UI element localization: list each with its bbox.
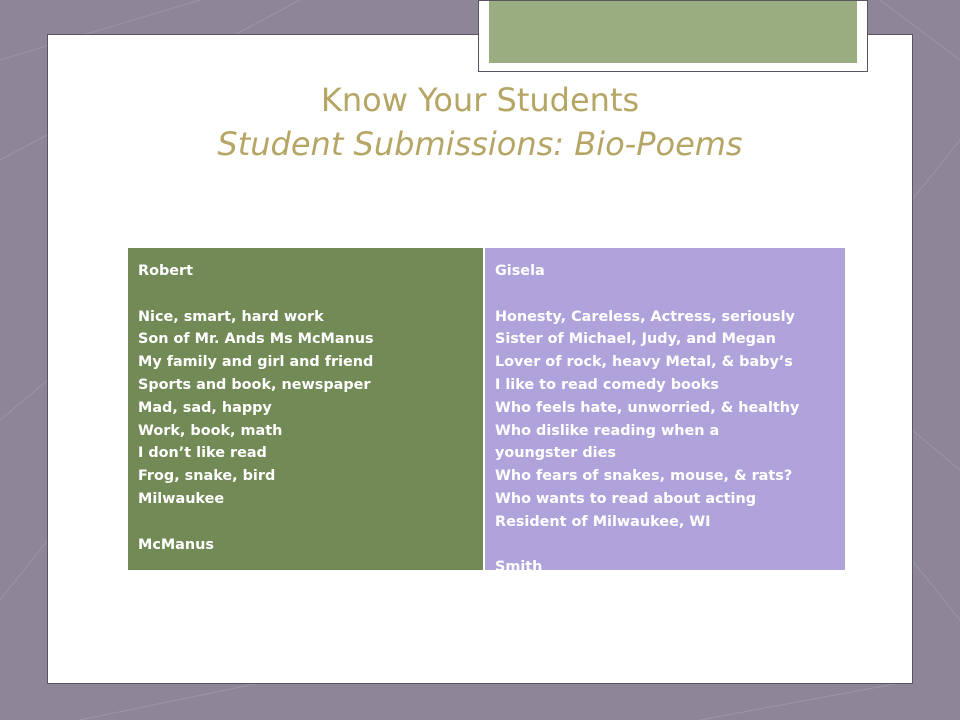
poem-line: Son of Mr. Ands Ms McManus xyxy=(138,331,374,348)
poem-author-last-name: McManus xyxy=(138,536,214,553)
poem-line: Work, book, math xyxy=(138,422,283,439)
title-line-1: Know Your Students xyxy=(320,81,640,119)
poem-author-first-name: Gisela xyxy=(495,263,545,279)
poem-line: I don’t like read xyxy=(138,445,267,462)
poem-line: Who fears of snakes, mouse, & rats? xyxy=(495,468,793,485)
poem-cell-left xyxy=(128,248,485,570)
poem-line: Resident of Milwaukee, WI xyxy=(495,513,711,530)
poem-line: Mad, sad, happy xyxy=(138,399,272,416)
decorative-tab xyxy=(478,0,868,72)
poem-line: Nice, smart, hard work xyxy=(138,308,324,325)
poem-line: youngster dies xyxy=(495,445,616,462)
poem-line: Who wants to read about acting xyxy=(495,490,757,507)
slide-title xyxy=(48,78,912,166)
poem-line: My family and girl and friend xyxy=(138,354,374,371)
poem-line: Honesty, Careless, Actress, seriously xyxy=(495,308,795,325)
poem-line: Sister of Michael, Judy, and Megan xyxy=(495,331,776,348)
poem-cell-right xyxy=(485,248,845,576)
poem-author-last-name: Smith xyxy=(495,559,543,576)
poem-line: Frog, snake, bird xyxy=(138,468,276,485)
blank-line xyxy=(138,283,473,306)
blank-line xyxy=(138,511,473,534)
blank-line xyxy=(495,283,835,306)
poem-line: I like to read comedy books xyxy=(495,376,719,393)
bio-poem-table xyxy=(128,248,845,576)
blank-line xyxy=(495,534,835,557)
decorative-tab-fill xyxy=(489,1,857,63)
poem-line: Who feels hate, unworried, & healthy xyxy=(495,399,800,416)
title-line-2: Student Submissions: Bio-Poems xyxy=(217,125,743,163)
poem-line: Sports and book, newspaper xyxy=(138,376,371,393)
poem-author-first-name: Robert xyxy=(138,263,194,279)
poem-line: Who dislike reading when a xyxy=(495,422,720,439)
poem-line: Milwaukee xyxy=(138,490,225,507)
poem-line: Lover of rock, heavy Metal, & baby’s xyxy=(495,354,793,371)
